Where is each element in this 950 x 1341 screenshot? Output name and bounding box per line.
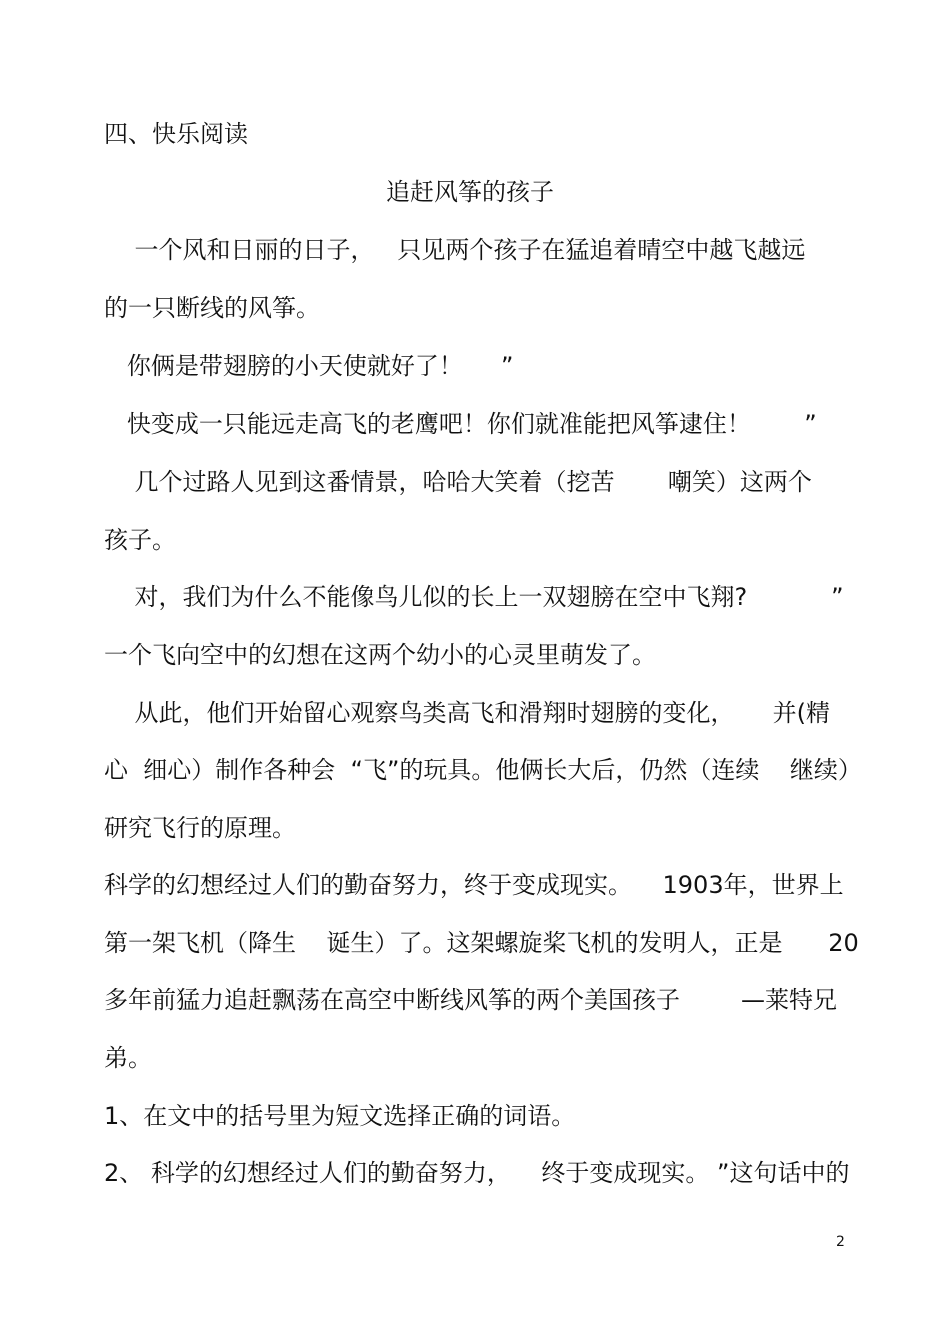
text-line: 一个飞向空中的幻想在这两个幼小的心灵里萌发了。	[104, 641, 656, 669]
text-line: 你俩是带翅膀的小天使就好了！ ”	[104, 352, 514, 380]
text-line: 弟。	[104, 1044, 152, 1072]
text-line: 科学的幻想经过人们的勤奋努力，终于变成现实。 1903年，世界上	[104, 871, 844, 899]
text-line: 的一只断线的风筝。	[104, 294, 320, 322]
text-line: 研究飞行的原理。	[104, 814, 296, 842]
question-item: 2、 科学的幻想经过人们的勤奋努力， 终于变成现实。 ”这句话中的	[104, 1159, 850, 1187]
section-heading: 四、快乐阅读	[104, 120, 248, 148]
text-line: 一个风和日丽的日子， 只见两个孩子在猛追着晴空中越飞越远	[104, 236, 806, 264]
text-line: 几个过路人见到这番情景，哈哈大笑着（挖苦 嘲笑）这两个	[104, 468, 812, 496]
text-line: 孩子。	[104, 526, 176, 554]
text-line: 第一架飞机（降生 诞生）了。这架螺旋桨飞机的发明人，正是 20	[104, 929, 859, 957]
text-line: 快变成一只能远走高飞的老鹰吧！你们就准能把风筝逮住！ ”	[104, 410, 817, 438]
text-line: 多年前猛力追赶飘荡在高空中断线风筝的两个美国孩子 —莱特兄	[104, 986, 838, 1014]
page-number: 2	[836, 1234, 845, 1250]
text-line: 心 细心）制作各种会 “飞”的玩具。他俩长大后，仍然（连续 继续）	[104, 756, 862, 784]
question-item: 1、在文中的括号里为短文选择正确的词语。	[104, 1102, 576, 1130]
text-line: 从此，他们开始留心观察鸟类高飞和滑翔时翅膀的变化， 并(精	[104, 699, 831, 727]
text-line: 对，我们为什么不能像鸟儿似的长上一双翅膀在空中飞翔? ”	[104, 583, 844, 611]
article-title: 追赶风筝的孩子	[386, 178, 554, 206]
